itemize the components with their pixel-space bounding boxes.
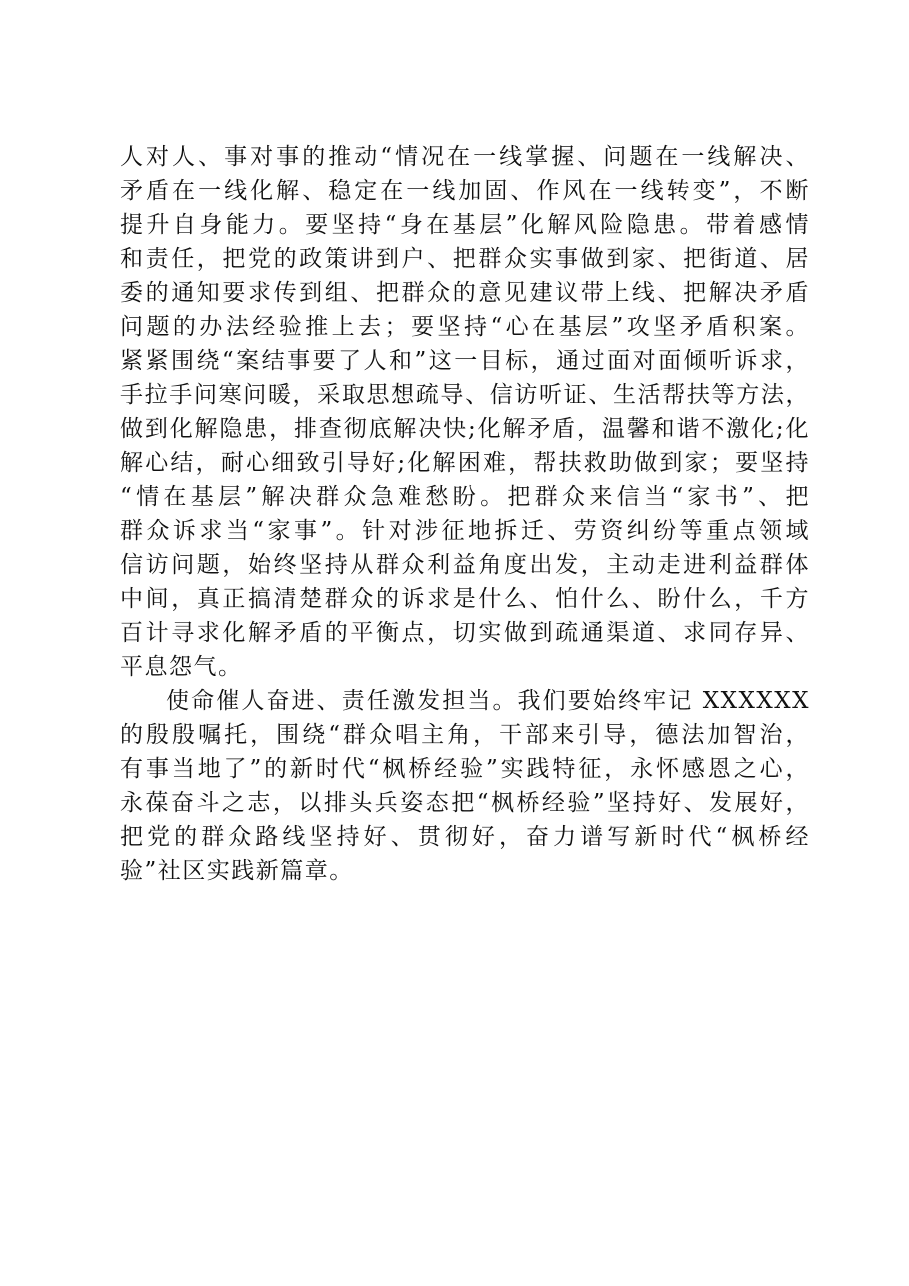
text-line: 把党的群众路线坚持好、贯彻好，奋力谱写新时代“枫桥经	[120, 824, 810, 850]
text-line: 问题的办法经验推上去；要坚持“心在基层”攻坚矛盾积案。	[120, 314, 810, 340]
paragraph-2	[120, 684, 810, 888]
paragraph-1	[120, 140, 810, 684]
text-line: 使命催人奋进、责任激发担当。我们要始终牢记 XXXXXX	[166, 688, 810, 714]
text-line: “情在基层”解决群众急难愁盼。把群众来信当“家书”、把	[120, 484, 810, 510]
text-line: 永葆奋斗之志，以排头兵姿态把“枫桥经验”坚持好、发展好，	[120, 790, 810, 816]
text-line: 验”社区实践新篇章。	[120, 858, 354, 884]
text-line: 委的通知要求传到组、把群众的意见建议带上线、把解决矛盾	[120, 280, 810, 306]
text-line: 做到化解隐患，排查彻底解决快;化解矛盾，温馨和谐不激化;化	[120, 416, 810, 442]
text-line: 中间，真正搞清楚群众的诉求是什么、怕什么、盼什么，千方	[120, 586, 810, 612]
text-line: 解心结，耐心细致引导好;化解困难，帮扶救助做到家；要坚持	[120, 450, 810, 476]
text-line: 百计寻求化解矛盾的平衡点，切实做到疏通渠道、求同存异、	[120, 620, 810, 646]
text-line: 的殷殷嘱托，围绕“群众唱主角，干部来引导，德法加智治，	[120, 722, 810, 748]
text-line: 人对人、事对事的推动“情况在一线掌握、问题在一线解决、	[120, 144, 810, 170]
text-line: 提升自身能力。要坚持“身在基层”化解风险隐患。带着感情	[120, 212, 810, 238]
text-line: 平息怨气。	[120, 654, 243, 680]
text-line: 有事当地了”的新时代“枫桥经验”实践特征，永怀感恩之心，	[120, 756, 810, 782]
text-line: 信访问题，始终坚持从群众利益角度出发，主动走进利益群体	[120, 552, 810, 578]
body-text	[120, 140, 810, 888]
text-line: 矛盾在一线化解、稳定在一线加固、作风在一线转变”，不断	[120, 178, 810, 204]
text-line: 紧紧围绕“案结事要了人和”这一目标，通过面对面倾听诉求，	[120, 348, 810, 374]
text-line: 手拉手问寒问暖，采取思想疏导、信访听证、生活帮扶等方法，	[120, 382, 810, 408]
text-line: 和责任，把党的政策讲到户、把群众实事做到家、把街道、居	[120, 246, 810, 272]
text-line: 群众诉求当“家事”。针对涉征地拆迁、劳资纠纷等重点领域	[120, 518, 810, 544]
